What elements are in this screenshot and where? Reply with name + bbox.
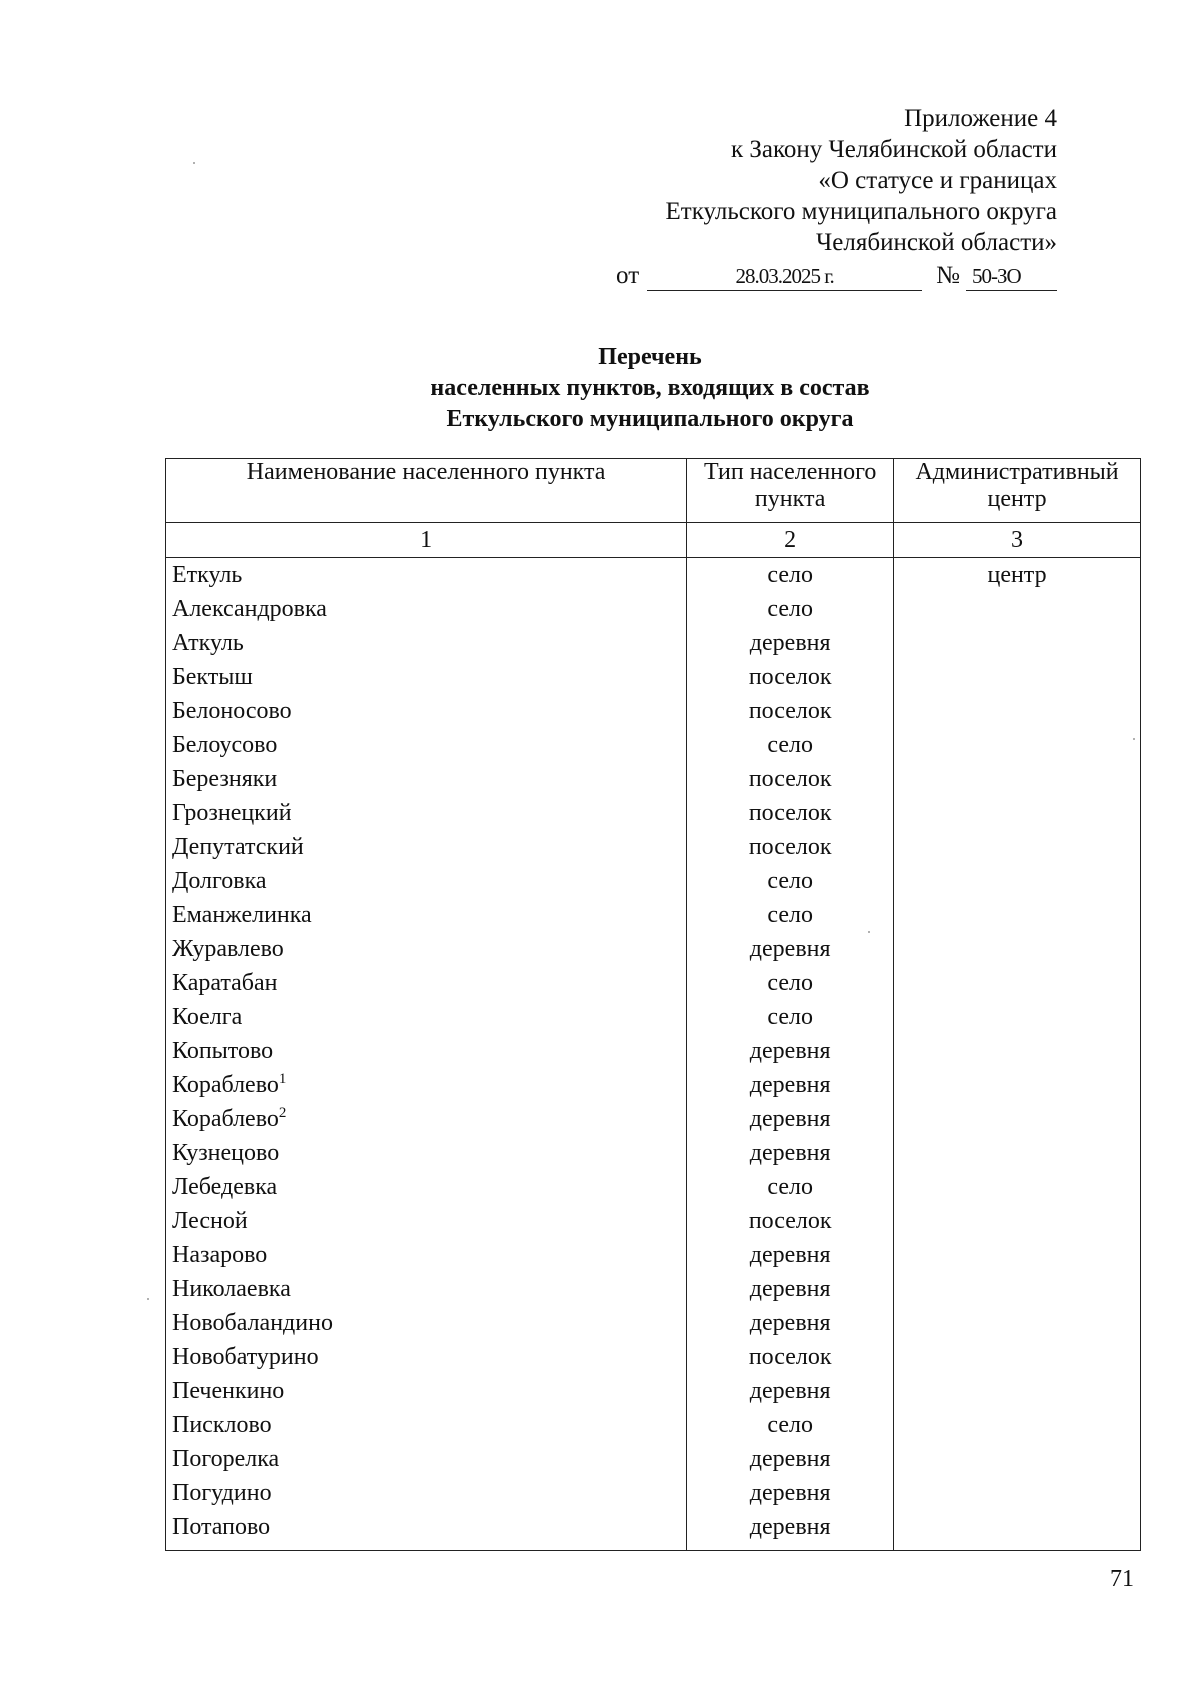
settlement-name <box>166 1204 687 1238</box>
settlement-name <box>166 830 687 864</box>
settlement-type: село <box>687 864 894 898</box>
settlement-type: деревня <box>687 1102 894 1136</box>
table-row <box>166 558 1141 593</box>
settlement-name <box>166 1068 687 1102</box>
settlement-type: деревня <box>687 932 894 966</box>
settlement-name-text: Писклово <box>172 1412 272 1438</box>
settlement-name <box>166 1170 687 1204</box>
title-line: Еткульского муниципального округа <box>446 406 854 432</box>
administrative-center <box>894 966 1141 1000</box>
settlement-type: поселок <box>687 1340 894 1374</box>
settlement-type: село <box>687 728 894 762</box>
table-row <box>166 626 1141 660</box>
settlement-type: деревня <box>687 1442 894 1476</box>
table-row <box>166 1068 1141 1102</box>
scan-speck <box>147 1298 149 1300</box>
settlement-type: деревня <box>687 1374 894 1408</box>
settlement-name-text: Журавлево <box>172 936 284 962</box>
settlement-type: село <box>687 898 894 932</box>
header-line: «О статусе и границах <box>818 167 1057 194</box>
administrative-center <box>894 1068 1141 1102</box>
footnote-marker: 2 <box>278 1105 287 1121</box>
settlement-type: поселок <box>687 762 894 796</box>
footnote-marker: 1 <box>278 1071 287 1087</box>
table-row <box>166 864 1141 898</box>
settlement-name-text: Кораблево <box>172 1106 279 1132</box>
settlement-type: деревня <box>687 1136 894 1170</box>
administrative-center <box>894 762 1141 796</box>
settlement-name <box>166 1476 687 1510</box>
administrative-center <box>894 660 1141 694</box>
number-prefix: № <box>936 262 960 289</box>
settlement-type: село <box>687 1170 894 1204</box>
settlement-name-text: Еткуль <box>172 562 243 588</box>
column-header-name: Наименование населенного пункта <box>166 459 687 523</box>
settlement-name-text: Потапово <box>172 1514 271 1540</box>
settlement-name <box>166 558 687 593</box>
table-row <box>166 1136 1141 1170</box>
settlement-name-text: Лебедевка <box>172 1174 278 1200</box>
header-line: Приложение 4 <box>904 105 1057 132</box>
settlement-name <box>166 932 687 966</box>
settlement-name-text: Погудино <box>172 1480 272 1506</box>
administrative-center <box>894 1442 1141 1476</box>
table-row <box>166 1442 1141 1476</box>
settlement-name-text: Депутатский <box>172 834 304 860</box>
header-line: Еткульского муниципального округа <box>665 198 1057 225</box>
settlement-name <box>166 864 687 898</box>
settlement-name-text: Долговка <box>172 868 267 894</box>
administrative-center <box>894 728 1141 762</box>
table-row <box>166 592 1141 626</box>
settlement-name <box>166 966 687 1000</box>
administrative-center <box>894 1476 1141 1510</box>
table-header-row <box>166 459 1141 523</box>
administrative-center <box>894 626 1141 660</box>
settlement-name <box>166 762 687 796</box>
title-line: населенных пунктов, входящих в состав <box>430 375 870 401</box>
table-row <box>166 1476 1141 1510</box>
page-number: 71 <box>1110 1566 1134 1592</box>
settlement-name <box>166 1306 687 1340</box>
table-row <box>166 1408 1141 1442</box>
scan-speck <box>868 931 870 933</box>
settlement-name <box>166 592 687 626</box>
settlement-name <box>166 1238 687 1272</box>
settlement-type: деревня <box>687 1272 894 1306</box>
settlement-name-text: Кораблево <box>172 1072 279 1098</box>
table-row <box>166 898 1141 932</box>
settlement-name-text: Копытово <box>172 1038 274 1064</box>
settlement-name <box>166 1340 687 1374</box>
administrative-center <box>894 932 1141 966</box>
administrative-center <box>894 1102 1141 1136</box>
table-row <box>166 1000 1141 1034</box>
table-row <box>166 1272 1141 1306</box>
settlement-name <box>166 1510 687 1551</box>
settlement-name-text: Новобатурино <box>172 1344 319 1370</box>
column-number: 3 <box>894 523 1141 558</box>
settlement-type: поселок <box>687 694 894 728</box>
scan-speck <box>1133 738 1135 740</box>
administrative-center <box>894 1000 1141 1034</box>
settlement-type: село <box>687 1408 894 1442</box>
table-row <box>166 1510 1141 1551</box>
settlement-type: деревня <box>687 626 894 660</box>
administrative-center <box>894 694 1141 728</box>
settlement-name-text: Николаевка <box>172 1276 291 1302</box>
settlement-name <box>166 1034 687 1068</box>
column-number-row <box>166 523 1141 558</box>
settlement-name <box>166 694 687 728</box>
settlement-type: деревня <box>687 1034 894 1068</box>
table-body <box>166 558 1141 1551</box>
settlement-name-text: Печенкино <box>172 1378 285 1404</box>
settlement-type: деревня <box>687 1068 894 1102</box>
table-row <box>166 1306 1141 1340</box>
table-row <box>166 728 1141 762</box>
column-number: 1 <box>166 523 687 558</box>
settlement-type: село <box>687 966 894 1000</box>
settlement-type: деревня <box>687 1238 894 1272</box>
administrative-center <box>894 796 1141 830</box>
settlement-name <box>166 1442 687 1476</box>
settlement-type: село <box>687 558 894 593</box>
settlement-name <box>166 1374 687 1408</box>
administrative-center <box>894 1306 1141 1340</box>
column-number: 2 <box>687 523 894 558</box>
law-date: 28.03.2025 г. <box>647 262 922 291</box>
table-row <box>166 966 1141 1000</box>
column-header-center: Административный центр <box>894 459 1141 523</box>
table-row <box>166 762 1141 796</box>
settlement-type: деревня <box>687 1476 894 1510</box>
settlement-name-text: Еманжелинка <box>172 902 312 928</box>
settlement-name-text: Новобаландино <box>172 1310 333 1336</box>
header-line: Челябинской области» <box>816 229 1057 256</box>
title-line: Перечень <box>598 344 702 370</box>
administrative-center <box>894 1204 1141 1238</box>
column-header-type: Тип населенного пункта <box>687 459 894 523</box>
administrative-center <box>894 898 1141 932</box>
table-row <box>166 1170 1141 1204</box>
settlement-name <box>166 796 687 830</box>
law-number: 50-ЗО <box>966 262 1057 291</box>
table-row <box>166 1340 1141 1374</box>
settlement-name <box>166 1136 687 1170</box>
settlements-table <box>165 458 1141 1551</box>
administrative-center <box>894 1374 1141 1408</box>
settlement-type: поселок <box>687 796 894 830</box>
table-row <box>166 694 1141 728</box>
settlement-type: поселок <box>687 830 894 864</box>
settlement-name <box>166 626 687 660</box>
document-title <box>0 342 1200 435</box>
settlement-type: поселок <box>687 1204 894 1238</box>
administrative-center <box>894 1510 1141 1551</box>
date-prefix: от <box>616 262 640 289</box>
administrative-center <box>894 592 1141 626</box>
settlement-name-text: Коелга <box>172 1004 243 1030</box>
settlement-name-text: Кузнецово <box>172 1140 280 1166</box>
administrative-center <box>894 1340 1141 1374</box>
appendix-header <box>616 103 1057 291</box>
settlement-name-text: Грознецкий <box>172 800 292 826</box>
administrative-center <box>894 1170 1141 1204</box>
table-row <box>166 830 1141 864</box>
administrative-center <box>894 1238 1141 1272</box>
settlement-name <box>166 1102 687 1136</box>
settlement-name-text: Каратабан <box>172 970 278 996</box>
settlement-type: деревня <box>687 1306 894 1340</box>
table-row <box>166 1102 1141 1136</box>
settlement-name-text: Аткуль <box>172 630 244 656</box>
settlement-type: деревня <box>687 1510 894 1551</box>
table-row <box>166 796 1141 830</box>
administrative-center <box>894 1408 1141 1442</box>
settlement-name-text: Александровка <box>172 596 327 622</box>
administrative-center <box>894 1136 1141 1170</box>
table-row <box>166 660 1141 694</box>
scan-speck <box>193 162 195 164</box>
settlement-name-text: Бектыш <box>172 664 253 690</box>
settlement-name <box>166 1272 687 1306</box>
administrative-center <box>894 864 1141 898</box>
settlement-name-text: Белоусово <box>172 732 278 758</box>
table-row <box>166 1034 1141 1068</box>
settlement-name-text: Погорелка <box>172 1446 280 1472</box>
settlement-name <box>166 728 687 762</box>
settlement-name <box>166 660 687 694</box>
settlement-type: село <box>687 1000 894 1034</box>
table-row <box>166 932 1141 966</box>
table-row <box>166 1238 1141 1272</box>
settlement-type: село <box>687 592 894 626</box>
settlement-name <box>166 898 687 932</box>
settlement-name-text: Березняки <box>172 766 278 792</box>
settlement-name <box>166 1408 687 1442</box>
settlement-name-text: Лесной <box>172 1208 248 1234</box>
settlement-name-text: Белоносово <box>172 698 292 724</box>
administrative-center: центр <box>894 558 1141 593</box>
table-row <box>166 1374 1141 1408</box>
law-reference-line <box>616 260 1057 291</box>
settlement-name <box>166 1000 687 1034</box>
table-row <box>166 1204 1141 1238</box>
administrative-center <box>894 830 1141 864</box>
administrative-center <box>894 1272 1141 1306</box>
settlement-type: поселок <box>687 660 894 694</box>
administrative-center <box>894 1034 1141 1068</box>
settlement-name-text: Назарово <box>172 1242 268 1268</box>
header-line: к Закону Челябинской области <box>731 136 1057 163</box>
